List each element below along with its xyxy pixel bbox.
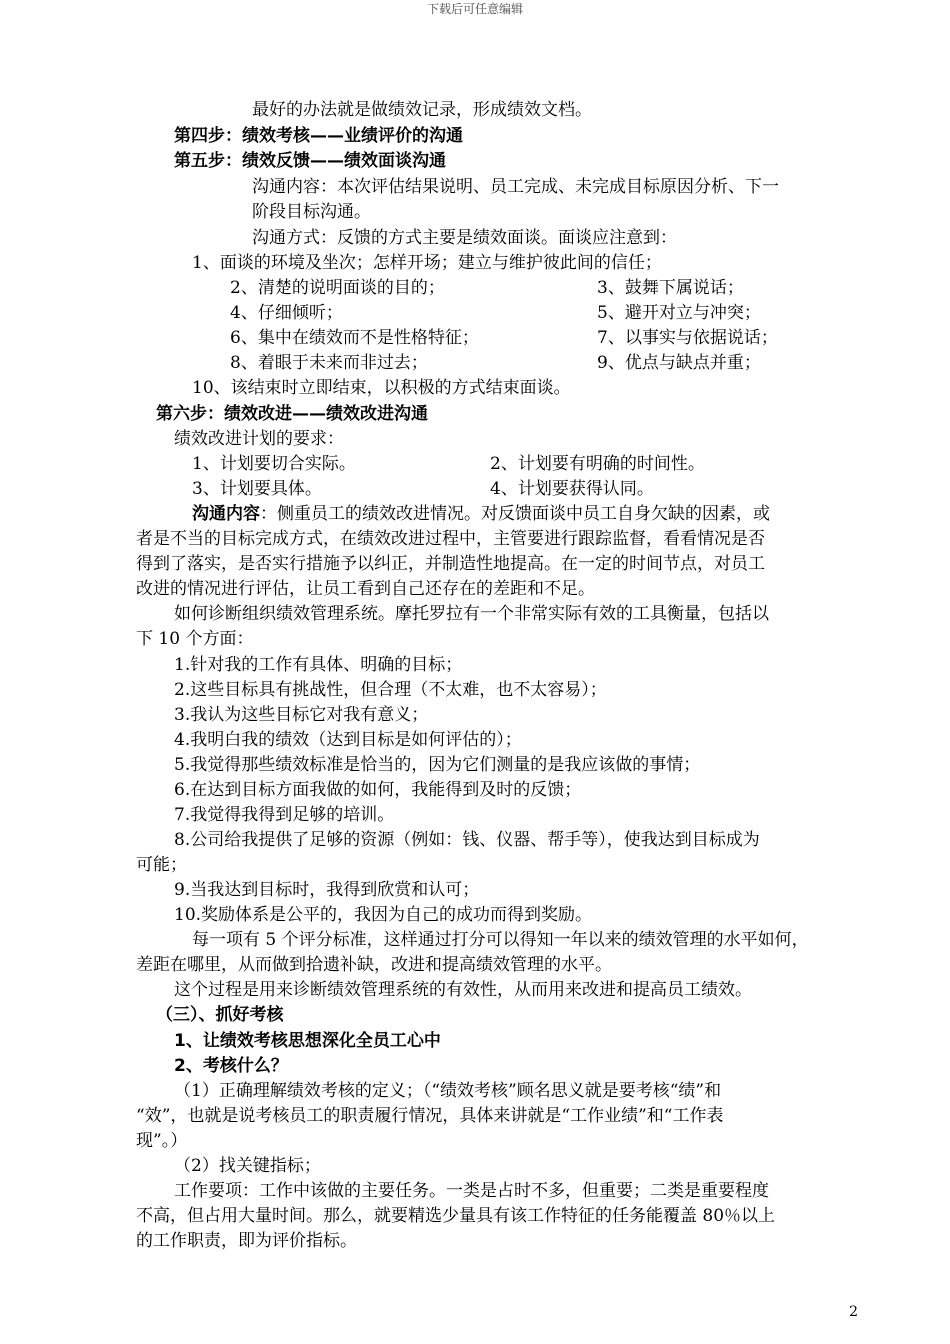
text-line: 沟通方式：反馈的方式主要是绩效面谈。面谈应注意到： xyxy=(252,228,677,248)
step5-heading: 第五步：绩效反馈——绩效面谈沟通 xyxy=(174,151,446,171)
text-line: 如何诊断组织绩效管理系统。摩托罗拉有一个非常实际有效的工具衡量，包括以 xyxy=(174,604,769,624)
text-line: 最好的办法就是做绩效记录，形成绩效文档。 xyxy=(252,100,592,120)
list-item: 1、面谈的环境及坐次；怎样开场；建立与维护彼此间的信任； xyxy=(192,253,662,273)
text-line: 改进的情况进行评估，让员工看到自己还存在的差距和不足。 xyxy=(136,579,595,599)
list-item: 10.奖励体系是公平的，我因为自己的成功而得到奖励。 xyxy=(174,905,593,925)
inline-label: 沟通内容 xyxy=(192,504,260,524)
list-item: 5、避开对立与冲突； xyxy=(597,303,761,323)
list-item: 5.我觉得那些绩效标准是恰当的，因为它们测量的是我应该做的事情； xyxy=(174,755,701,775)
step6-heading: 第六步：绩效改进——绩效改进沟通 xyxy=(156,404,428,424)
step4-heading: 第四步：绩效考核——业绩评价的沟通 xyxy=(174,126,463,146)
list-item: 7、以事实与依据说话； xyxy=(597,328,778,348)
list-item: 3.我认为这些目标它对我有意义； xyxy=(174,705,429,725)
text-line: 工作要项：工作中该做的主要任务。一类是占时不多，但重要；二类是重要程度 xyxy=(174,1181,769,1201)
list-item: 8.公司给我提供了足够的资源（例如：钱、仪器、帮手等），使我达到目标成为 xyxy=(174,830,760,850)
list-item: 4、计划要获得认同。 xyxy=(490,479,654,499)
inline-text: ：侧重员工的绩效改进情况。对反馈面谈中员工自身欠缺的因素，或 xyxy=(260,504,770,524)
list-item: 7.我觉得我得到足够的培训。 xyxy=(174,805,395,825)
text-line: 下 10 个方面： xyxy=(136,629,254,649)
text-line xyxy=(192,503,770,525)
list-item: 1、计划要切合实际。 xyxy=(192,454,356,474)
text-line: 绩效改进计划的要求： xyxy=(174,429,344,449)
page-number: 2 xyxy=(849,1304,858,1320)
list-item: 4.我明白我的绩效（达到目标是如何评估的）； xyxy=(174,730,522,750)
text-line: “效”，也就是说考核员工的职责履行情况，具体来讲就是“工作业绩”和“工作表 xyxy=(136,1106,724,1126)
text-line: 的工作职责，即为评价指标。 xyxy=(136,1231,357,1251)
list-item: 2、清楚的说明面谈的目的； xyxy=(230,278,445,298)
list-item: 6.在达到目标方面我做的如何，我能得到及时的反馈； xyxy=(174,780,582,800)
list-item: 1.针对我的工作有具体、明确的目标； xyxy=(174,655,463,675)
page-header-note: 下载后可任意编辑 xyxy=(426,2,523,16)
list-item: 2.这些目标具有挑战性，但合理（不太难，也不太容易）； xyxy=(174,680,607,700)
subsection-heading: 1、让绩效考核思想深化全员工心中 xyxy=(174,1031,441,1051)
list-item: 8、着眼于未来而非过去； xyxy=(230,353,428,373)
text-line: 每一项有 5 个评分标准，这样通过打分可以得知一年以来的绩效管理的水平如何， xyxy=(192,930,809,950)
text-line: 不高，但占用大量时间。那么，就要精选少量具有该工作特征的任务能覆盖 80％以上 xyxy=(136,1206,776,1226)
list-item: 可能； xyxy=(136,855,187,875)
text-line: 得到了落实，是否实行措施予以纠正，并制造性地提高。在一定的时间节点，对员工 xyxy=(136,554,765,574)
text-line: 这个过程是用来诊断绩效管理系统的有效性，从而用来改进和提高员工绩效。 xyxy=(174,980,752,1000)
list-item: 10、该结束时立即结束，以积极的方式结束面谈。 xyxy=(192,378,571,398)
list-item: 2、计划要有明确的时间性。 xyxy=(490,454,705,474)
text-line: 沟通内容：本次评估结果说明、员工完成、未完成目标原因分析、下一 xyxy=(252,177,779,197)
text-line: （2）找关键指标； xyxy=(174,1156,321,1176)
text-line: 阶段目标沟通。 xyxy=(252,202,371,222)
list-item: 4、仔细倾听； xyxy=(230,303,343,323)
text-line: （1）正确理解绩效考核的定义；（“绩效考核”顾名思义就是要考核“绩”和 xyxy=(174,1081,722,1101)
text-line: 者是不当的目标完成方式，在绩效改进过程中，主管要进行跟踪监督，看看情况是否 xyxy=(136,529,765,549)
list-item: 6、集中在绩效而不是性格特征； xyxy=(230,328,479,348)
list-item: 3、计划要具体。 xyxy=(192,479,322,499)
subsection-heading: 2、考核什么？ xyxy=(174,1056,288,1076)
section-heading: （三）、抓好考核 xyxy=(156,1005,284,1025)
text-line: 现”。） xyxy=(136,1131,188,1151)
list-item: 9、优点与缺点并重； xyxy=(597,353,761,373)
list-item: 9.当我达到目标时，我得到欣赏和认可； xyxy=(174,880,480,900)
list-item: 3、鼓舞下属说话； xyxy=(597,278,744,298)
text-line: 差距在哪里，从而做到拾遗补缺，改进和提高绩效管理的水平。 xyxy=(136,955,612,975)
